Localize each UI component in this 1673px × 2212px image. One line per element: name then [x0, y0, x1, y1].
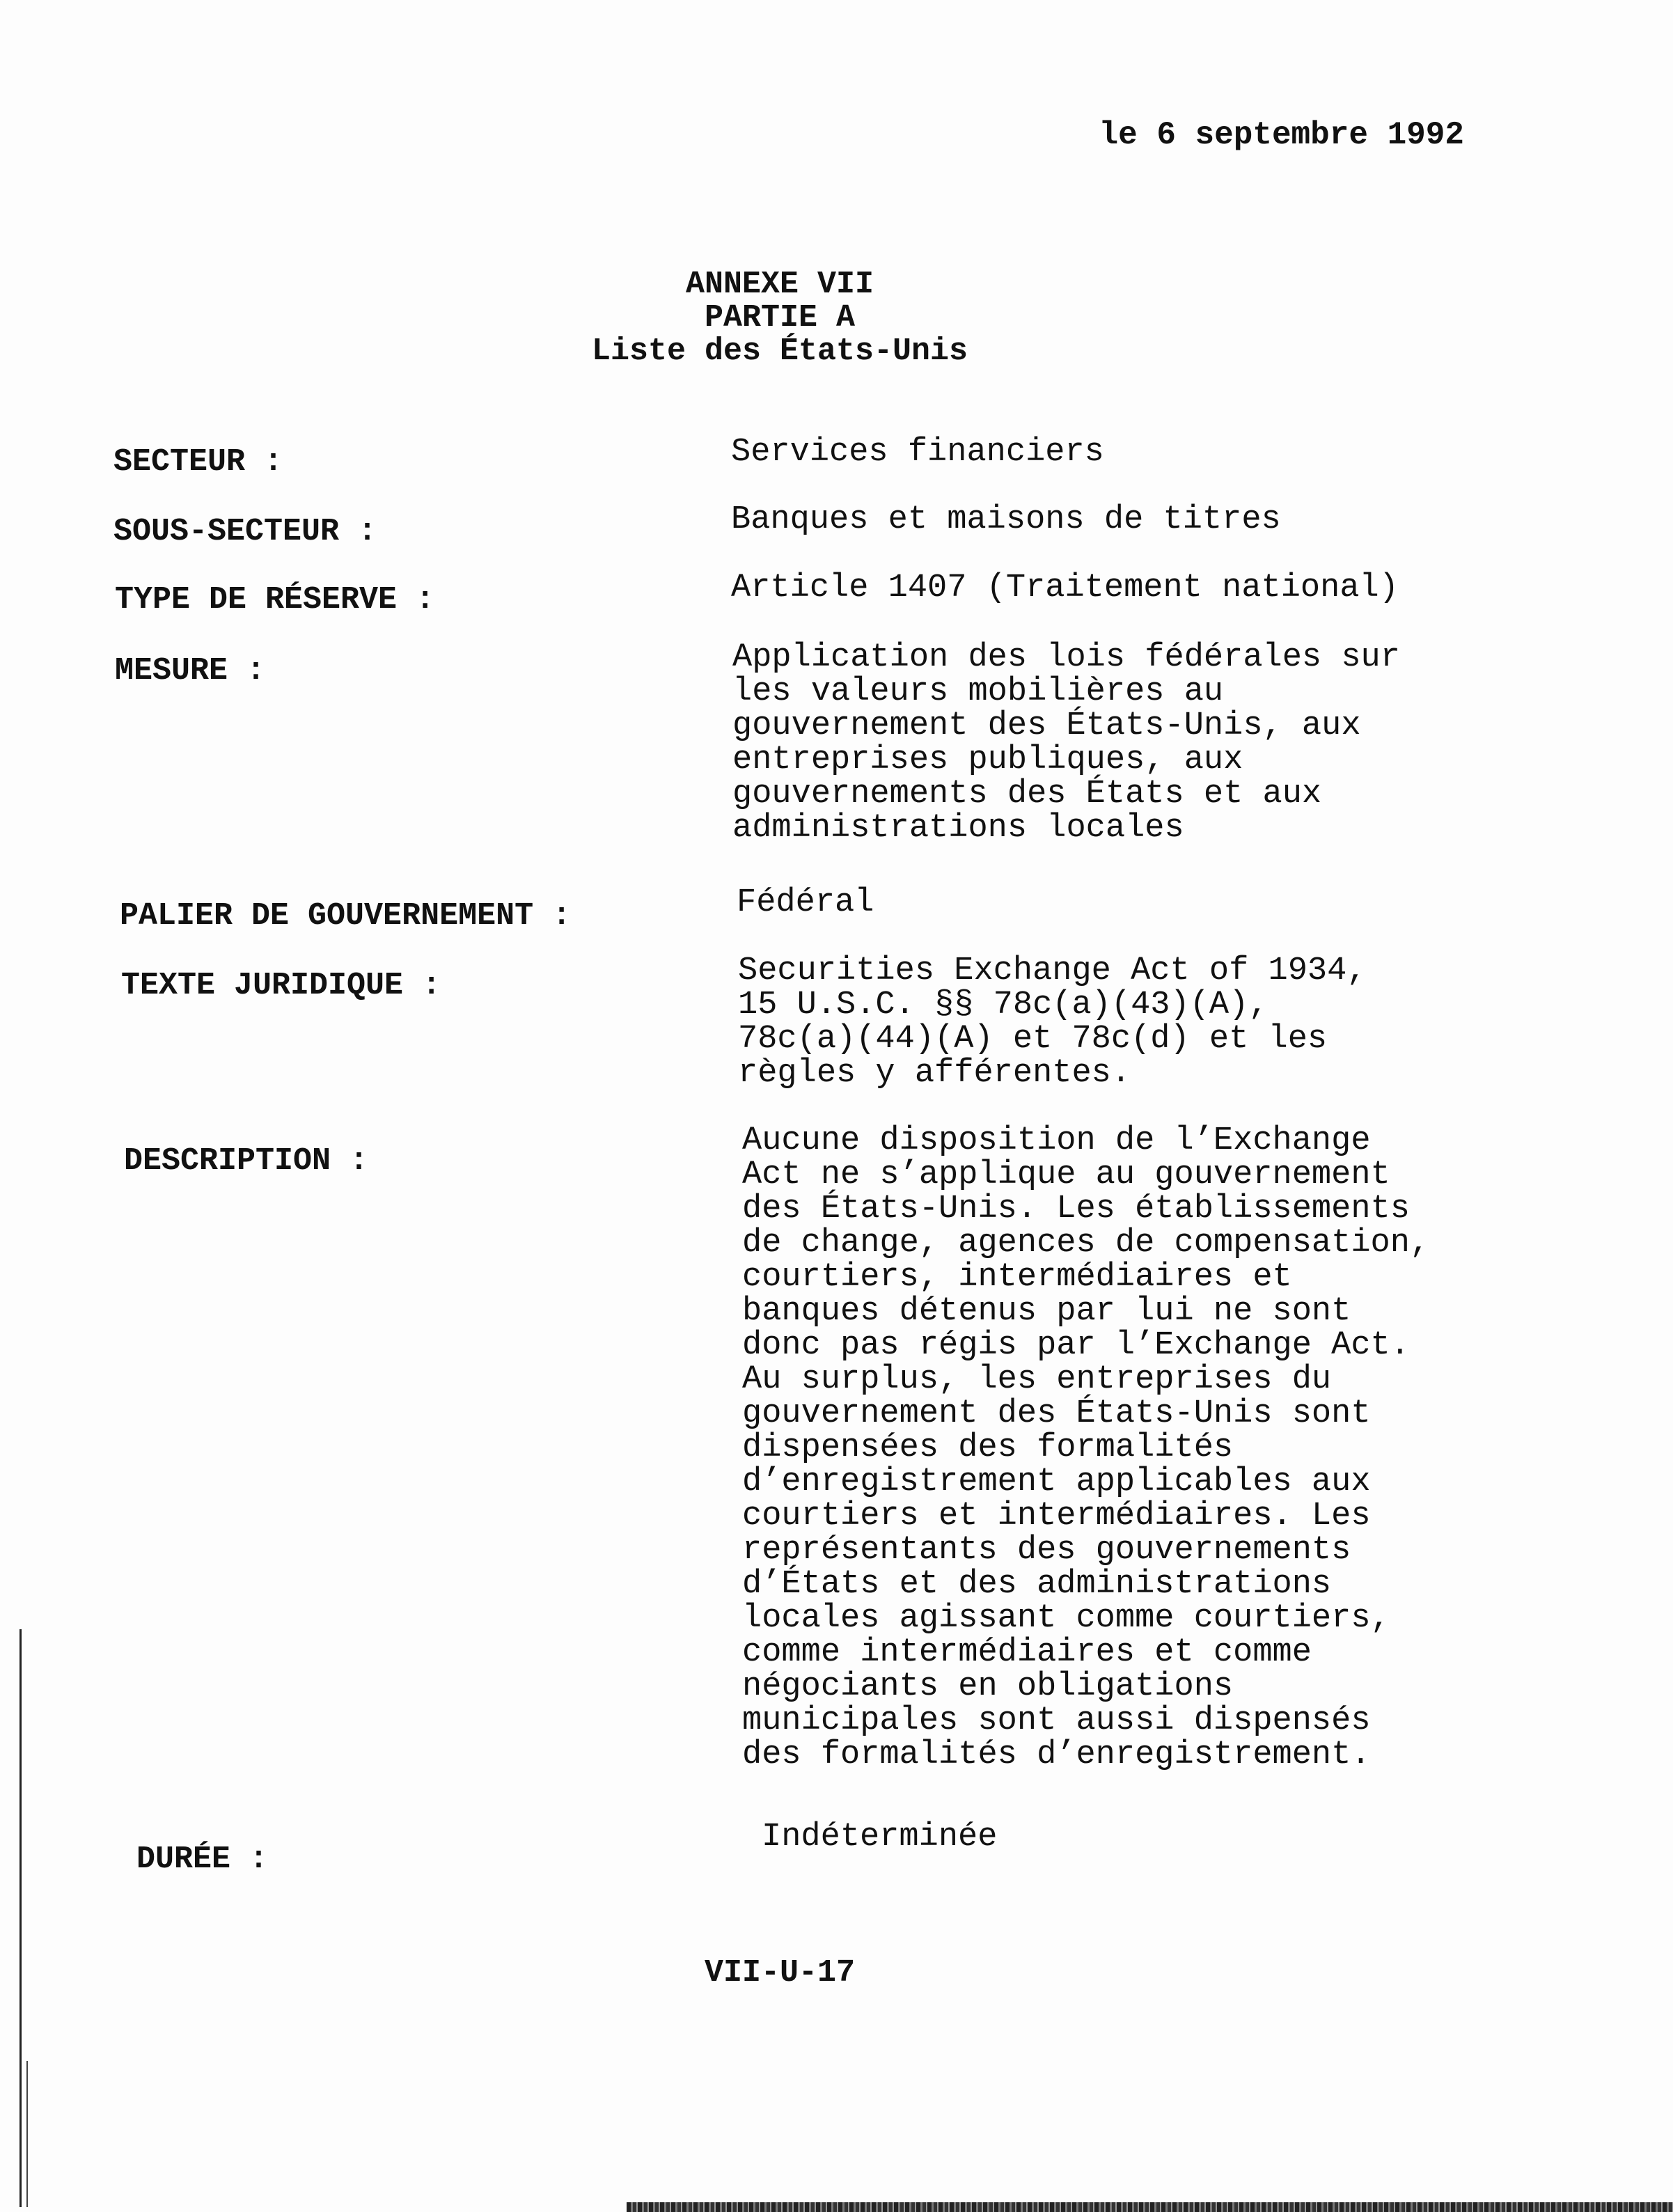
label-sous-secteur: SOUS-SECTEUR :	[113, 514, 377, 549]
value-secteur	[731, 435, 1104, 469]
label-mesure: MESURE :	[115, 653, 266, 689]
label-description: DESCRIPTION :	[124, 1143, 369, 1179]
part-title: PARTIE A	[704, 300, 856, 336]
list-title: Liste des États-Unis	[591, 334, 968, 369]
value-line: Au surplus, les entreprises du	[742, 1361, 1332, 1398]
value-line: représentants des gouvernements	[742, 1532, 1351, 1569]
value-type-de-reserve	[731, 571, 1399, 605]
label-type-de-reserve: TYPE DE RÉSERVE :	[115, 582, 435, 618]
value-line: courtiers et intermédiaires. Les	[742, 1498, 1371, 1535]
annex-title: ANNEXE VII	[685, 267, 874, 302]
value-sous-secteur	[731, 503, 1281, 537]
value-line: Services financiers	[731, 434, 1104, 471]
value-line: donc pas régis par l’Exchange Act.	[742, 1327, 1410, 1364]
value-line: 15 U.S.C. §§ 78c(a)(43)(A),	[738, 987, 1269, 1023]
value-palier-de-gouvernement	[737, 886, 874, 920]
value-mesure	[732, 641, 1400, 845]
document-heading	[0, 268, 1560, 368]
value-line: Indéterminée	[762, 1819, 998, 1856]
value-line: gouvernement des États-Unis sont	[742, 1395, 1371, 1432]
label-secteur: SECTEUR :	[113, 444, 283, 480]
value-line: négociants en obligations	[742, 1668, 1234, 1705]
value-line: banques détenus par lui ne sont	[742, 1293, 1351, 1330]
value-line: d’États et des administrations	[742, 1566, 1332, 1603]
value-line: Application des lois fédérales sur	[732, 639, 1400, 676]
value-line: Securities Exchange Act of 1934,	[738, 952, 1367, 989]
value-line: dispensées des formalités	[742, 1429, 1234, 1466]
value-duree	[762, 1820, 997, 1854]
value-line: locales agissant comme courtiers,	[742, 1600, 1390, 1637]
label-texte-juridique: TEXTE JURIDIQUE :	[121, 968, 441, 1003]
value-line: des États-Unis. Les établissements	[742, 1191, 1410, 1227]
value-description	[742, 1124, 1429, 1772]
scan-edge-line	[19, 1629, 22, 2207]
label-duree: DURÉE :	[136, 1842, 269, 1877]
scan-edge-line	[26, 2061, 28, 2207]
value-line: les valeurs mobilières au	[732, 673, 1224, 710]
value-line: Aucune disposition de l’Exchange	[742, 1122, 1371, 1159]
value-line: administrations locales	[732, 810, 1184, 847]
value-line: d’enregistrement applicables aux	[742, 1464, 1371, 1500]
value-line: de change, agences de compensation,	[742, 1225, 1430, 1262]
value-line: Fédéral	[737, 884, 874, 921]
scan-bottom-band	[627, 2202, 1673, 2212]
value-line: 78c(a)(44)(A) et 78c(d) et les	[738, 1021, 1328, 1058]
value-line: règles y afférentes.	[738, 1055, 1131, 1092]
value-line: Act ne s’applique au gouvernement	[742, 1156, 1390, 1193]
value-line: gouvernements des États et aux	[732, 776, 1322, 813]
value-line: Article 1407 (Traitement national)	[731, 570, 1399, 606]
value-line: des formalités d’enregistrement.	[742, 1736, 1371, 1773]
value-line: entreprises publiques, aux	[732, 742, 1243, 778]
value-line: municipales sont aussi dispensés	[742, 1702, 1371, 1739]
value-line: Banques et maisons de titres	[731, 501, 1281, 538]
page-number: VII-U-17	[704, 1955, 856, 1991]
value-line: courtiers, intermédiaires et	[742, 1259, 1292, 1296]
value-texte-juridique	[738, 954, 1367, 1090]
value-line: comme intermédiaires et comme	[742, 1634, 1312, 1671]
label-palier-de-gouvernement: PALIER DE GOUVERNEMENT :	[120, 898, 572, 934]
document-date: le 6 septembre 1992	[1099, 117, 1464, 153]
value-line: gouvernement des États-Unis, aux	[732, 707, 1361, 744]
